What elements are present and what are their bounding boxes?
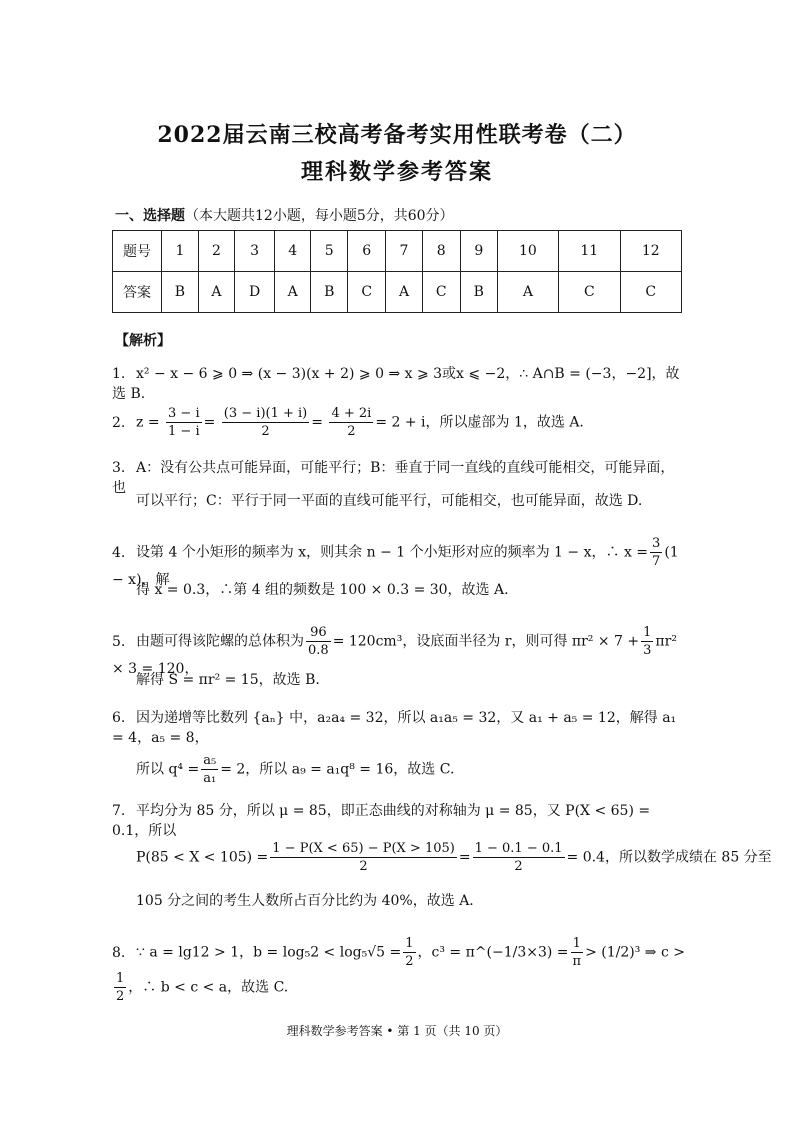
section-heading	[115, 205, 454, 225]
solution-line	[136, 752, 691, 787]
solution-math: = 2 + i	[375, 414, 426, 431]
item-number: 7.	[112, 803, 126, 819]
table-cell: A	[275, 272, 311, 313]
solution-text: 解得 S = πr² = 15，故选 B.	[136, 672, 320, 688]
solution-text: P(85 < X < 105) =	[136, 849, 269, 866]
item-number: 6.	[112, 710, 126, 726]
table-cell: 12	[620, 231, 681, 272]
table-cell: 7	[386, 231, 422, 272]
fraction	[403, 935, 415, 970]
item-number: 4.	[112, 544, 126, 561]
solution-text: = 120cm³，设底面半径为 r，则可得 πr² × 7 +	[332, 633, 640, 650]
section-heading-label: 一、选择题	[115, 208, 185, 224]
denominator: 3	[643, 643, 652, 658]
item-number: 5.	[112, 633, 126, 650]
denominator: 2	[261, 424, 270, 439]
denominator: 2	[359, 859, 368, 874]
solution-text: 得 x = 0.3，∴第 4 组的频数是 100 × 0.3 = 30，故选 A.	[136, 582, 509, 598]
page-footer: 理科数学参考答案 • 第 1 页（共 10 页）	[286, 1024, 508, 1038]
table-cell: A	[198, 272, 234, 313]
table-row-answers	[113, 272, 682, 313]
table-cell: 9	[460, 231, 497, 272]
fraction	[571, 935, 584, 970]
item-number: 3.	[112, 460, 126, 476]
numerator: 1 − P(X < 65) − P(X > 105)	[272, 841, 455, 856]
table-cell: A	[386, 272, 422, 313]
table-cell: D	[235, 272, 275, 313]
page-subtitle: 理科数学参考答案	[300, 159, 493, 185]
solution-text: 设第 4 个小矩形的频率为 x，则其余 n − 1 个小矩形对应的频率为 1 − x，∴ x =	[136, 544, 649, 561]
table-cell: A	[497, 272, 558, 313]
section-heading-note: （本大题共12小题，每小题5分，共60分）	[185, 208, 454, 224]
item-number: 2.	[112, 414, 126, 431]
item-number: 1.	[112, 366, 126, 382]
solution-text: A：没有公共点可能异面，可能平行；B：垂直于同一直线的直线可能相交，可能异面，也	[112, 460, 675, 496]
numerator: 3	[652, 536, 661, 551]
solution-item-1	[112, 364, 687, 404]
table-cell: B	[460, 272, 497, 313]
solution-text: 所以 q⁴ =	[136, 761, 200, 778]
fraction	[329, 405, 373, 440]
solution-text: 因为递增等比数列 {aₙ} 中，a₂a₄ = 32，所以 a₁a₅ = 32，又 a₁ + a₅ = 12，解得 a₁ = 4，a₅ = 8，	[112, 710, 677, 746]
table-header-cell: 题号	[113, 231, 162, 272]
solution-text: = 0.4，所以数学成绩在 85 分至	[566, 849, 772, 866]
solution-line: P(85 < X < 105) = $\frac{1 - P(X < 65) - P(X > 105)}{2}$ = $\frac{1 - 0.1 - 0.1}{2}$ = 0.4，所以数学成绩在 85 分至	[136, 841, 772, 874]
solution-text: 可以平行；C：平行于同一平面的直线可能平行，可能相交，也可能异面，故选 D.	[136, 493, 643, 509]
numerator: 96	[306, 624, 331, 642]
solution-text: ，故选 B.	[112, 366, 680, 402]
numerator: 3 − i	[168, 406, 200, 421]
numerator: 1	[116, 971, 125, 986]
solution-text: ∵ a = lg12 > 1，b = log₅2 < log₅√5 =	[136, 944, 402, 961]
denominator: 1 − i	[168, 424, 200, 439]
table-cell: 2	[198, 231, 234, 272]
numerator: 1	[643, 625, 652, 640]
solution-math: x² − x − 6 ⩾ 0 ⇒ (x − 3)(x + 2) ⩾ 0 ⇒ x ⩾ 3或x ⩽ −2，∴ A∩B = (−3，−2]	[136, 366, 652, 382]
table-cell: B	[311, 272, 348, 313]
solution-text: 平均分为 85 分，所以 μ = 85，即正态曲线的对称轴为 μ = 85，又 P(X < 65) = 0.1，所以	[112, 803, 651, 839]
solution-text: 由题可得该陀螺的总体积为	[136, 633, 304, 650]
denominator: 2	[514, 859, 523, 874]
solution-text: 105 分之间的考生人数所占百分比约为 40%，故选 A.	[136, 893, 474, 909]
denominator: 2	[116, 989, 125, 1004]
fraction	[222, 405, 309, 440]
table-cell: 8	[422, 231, 460, 272]
denominator: 2	[347, 424, 356, 439]
solution-text: = 2，所以 a₉ = a₁q⁸ = 16，故选 C.	[220, 761, 455, 778]
item-number: 8.	[112, 944, 126, 961]
fraction	[641, 624, 653, 659]
fraction	[166, 405, 202, 440]
solution-item-6	[112, 708, 687, 748]
table-cell: C	[422, 272, 460, 313]
table-cell: 3	[235, 231, 275, 272]
table-cell: C	[559, 272, 620, 313]
solution-item-8	[112, 935, 687, 1005]
table-cell: 5	[311, 231, 348, 272]
table-cell: 11	[559, 231, 620, 272]
table-cell: B	[162, 272, 199, 313]
fraction	[650, 535, 662, 570]
numerator: 1	[571, 935, 584, 953]
solution-text: > (1/2)³ ⇒ c >	[585, 944, 685, 961]
analysis-heading: 【解析】	[115, 333, 171, 349]
numerator: a₅	[203, 753, 217, 768]
solution-math: z =	[136, 414, 160, 431]
fraction	[473, 840, 565, 875]
solution-text: ，c³ = π^(−1/3×3) =	[417, 944, 569, 961]
table-cell: 4	[275, 231, 311, 272]
numerator: (3 − i)(1 + i)	[223, 406, 308, 421]
fraction	[270, 840, 457, 875]
denominator: 7	[652, 554, 661, 569]
table-header-cell: 答案	[113, 272, 162, 313]
denominator: 0.8	[308, 643, 329, 658]
numerator: 1 − 0.1 − 0.1	[474, 841, 563, 856]
solution-item-7	[112, 801, 687, 841]
solution-text: ，∴ b < c < a，故选 C.	[128, 979, 289, 996]
denominator: a₁	[203, 771, 217, 786]
table-cell: 1	[162, 231, 199, 272]
denominator: π	[572, 954, 582, 969]
table-cell: 6	[348, 231, 386, 272]
solution-text: ，所以虚部为 1，故选 A.	[425, 414, 584, 431]
fraction	[306, 624, 331, 659]
numerator: 4 + 2i	[331, 406, 372, 421]
solution-text: (1 − x)，解	[112, 544, 679, 588]
solution-text: πr² × 3 = 120，	[112, 633, 677, 677]
table-row-numbers	[113, 231, 682, 272]
fraction	[114, 970, 126, 1005]
fraction	[201, 752, 218, 787]
table-cell: 10	[497, 231, 558, 272]
table-cell: C	[620, 272, 681, 313]
page-title: 2022届云南三校高考备考实用性联考卷（二）	[157, 122, 637, 148]
denominator: 2	[405, 954, 414, 969]
answer-table	[112, 230, 682, 313]
numerator: 1	[405, 936, 414, 951]
table-cell: C	[348, 272, 386, 313]
solution-item-2: 2. z = $\frac{3 - i}{1 - i}$ = $\frac{(3 - i)(1 + i)}{2}$ = $\frac{4 + 2i}{2}$ = 2 + i，所以虚部为 1，故选 A.	[112, 406, 584, 439]
